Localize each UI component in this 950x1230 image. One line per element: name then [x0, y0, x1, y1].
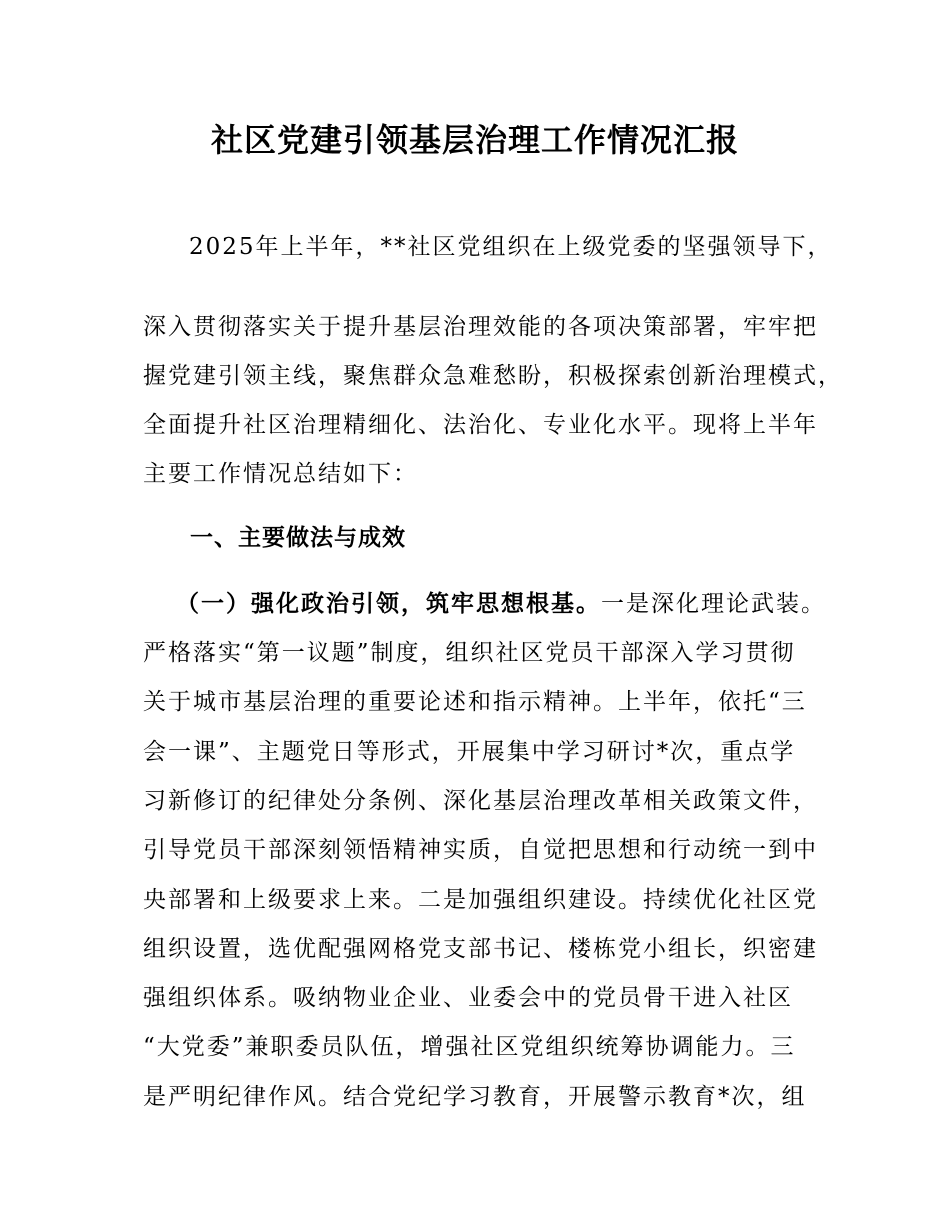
body-line-6: 央部署和上级要求上来。二是加强组织建设。持续优化社区党 [143, 887, 818, 913]
body-line-7: 组织设置，选优配强网格党支部书记、楼栋党小组长，织密建 [143, 936, 818, 962]
intro-line-2: 深入贯彻落实关于提升基层治理效能的各项决策部署，牢牢把 [143, 314, 818, 340]
body-line-1: 严格落实“第一议题”制度，组织社区党员干部深入学习贯彻 [143, 640, 796, 666]
body-line-4: 习新修订的纪律处分条例、深化基层治理改革相关政策文件， [143, 788, 818, 814]
subsection-first-line [176, 589, 826, 619]
body-line-5: 引导党员干部深刻领悟精神实质，自觉把思想和行动统一到中 [143, 837, 818, 863]
intro-line-5: 主要工作情况总结如下： [143, 461, 418, 487]
document-title: 社区党建引领基层治理工作情况汇报 [210, 121, 739, 159]
body-line-9: “大党委”兼职委员队伍，增强社区党组织统筹协调能力。三 [143, 1034, 796, 1060]
body-line-2: 关于城市基层治理的重要论述和指示精神。上半年，依托“三 [143, 689, 807, 715]
intro-line-1: 2025年上半年，**社区党组织在上级党委的坚强领导下， [189, 234, 833, 260]
body-line-8: 强组织体系。吸纳物业企业、业委会中的党员骨干进入社区 [143, 985, 793, 1011]
body-line-3: 会一课”、主题党日等形式，开展集中学习研讨*次，重点学 [143, 739, 796, 765]
body-line-10: 是严明纪律作风。结合党纪学习教育，开展警示教育*次，组 [143, 1084, 807, 1110]
intro-line-4: 全面提升社区治理精细化、法治化、专业化水平。现将上半年 [143, 412, 818, 438]
subsection-first-line-rest: 一是深化理论武装。 [601, 591, 826, 617]
intro-line-3: 握党建引领主线，聚焦群众急难愁盼，积极探索创新治理模式， [143, 363, 843, 389]
section-heading: 一、主要做法与成效 [190, 525, 406, 551]
subsection-heading: （一）强化政治引领，筑牢思想根基。 [176, 591, 601, 617]
